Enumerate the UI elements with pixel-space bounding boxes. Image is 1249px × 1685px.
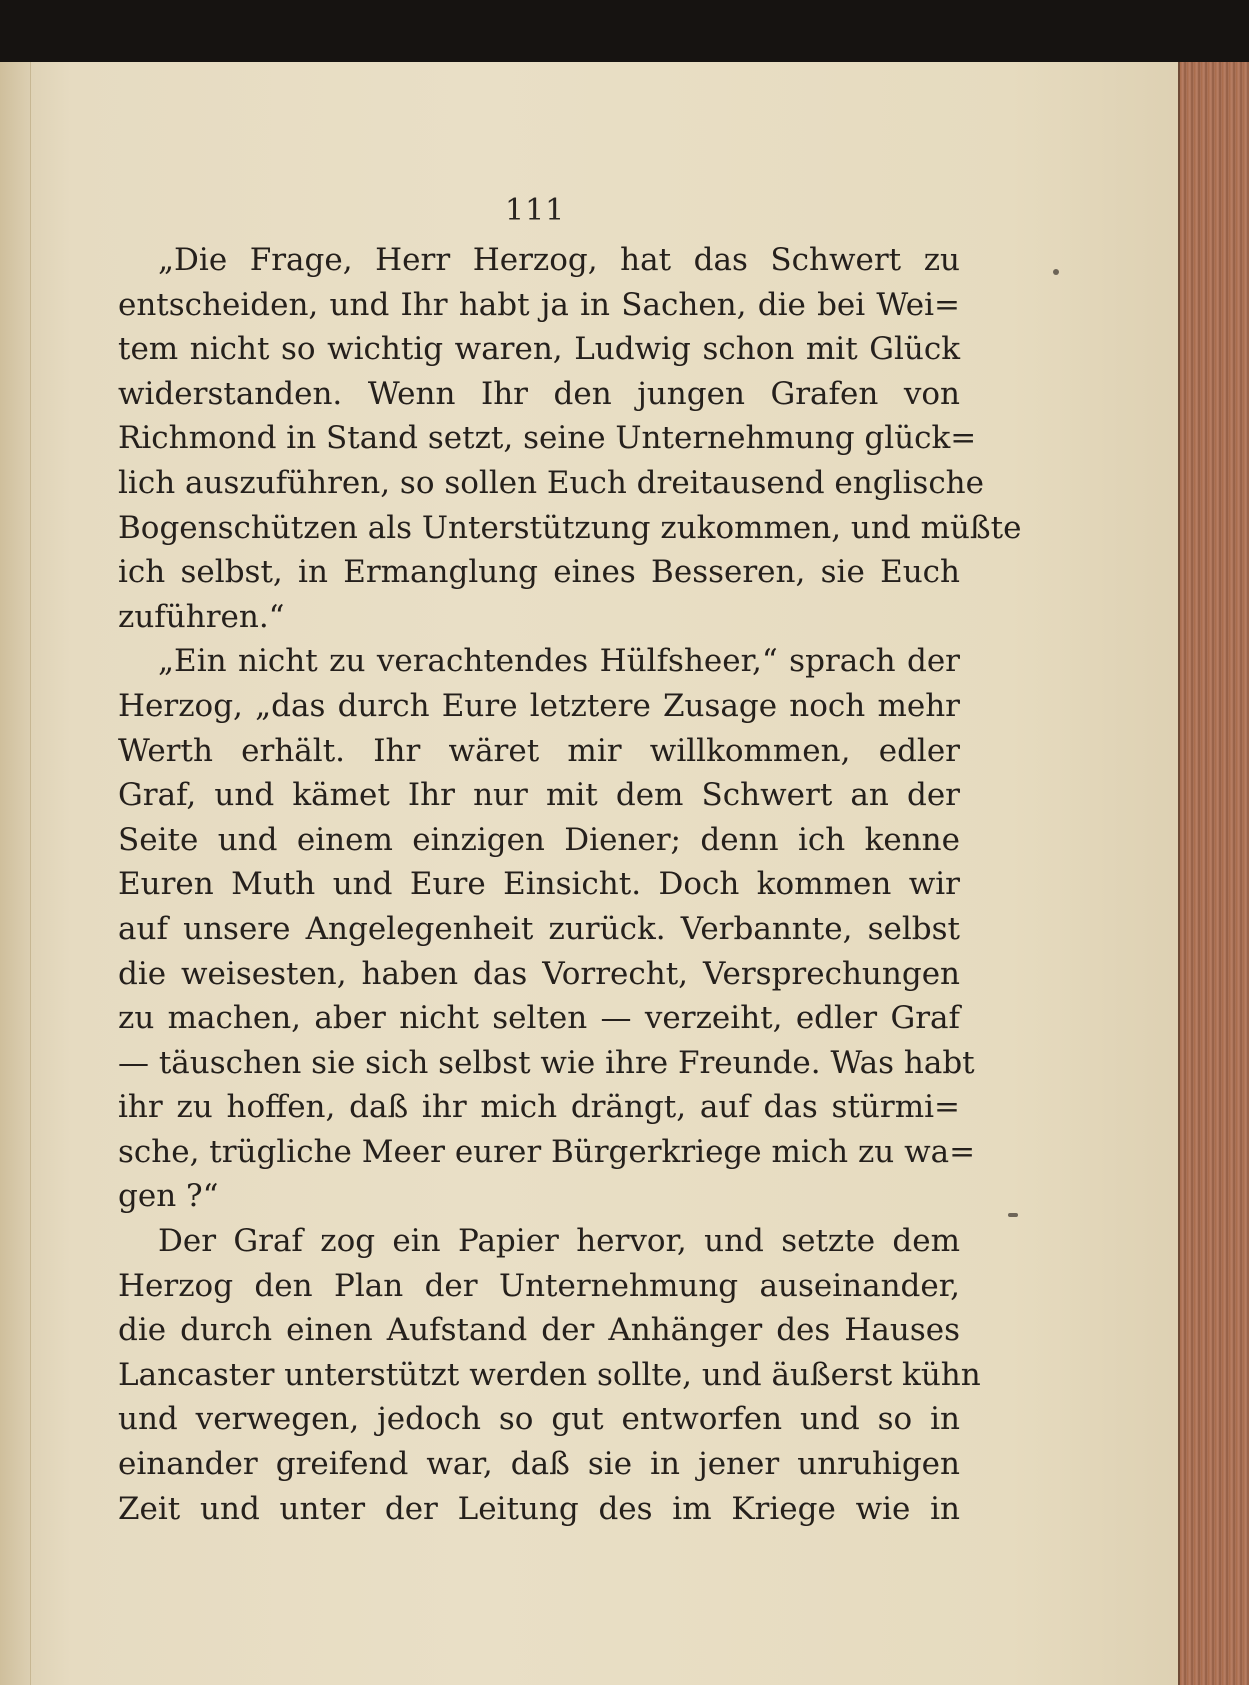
text-line: widerstanden. Wenn Ihr den jungen Grafen von [118,375,960,412]
text-line: lich auszuführen, so sollen Euch dreitausend englische [118,464,984,501]
ink-spot [1053,269,1059,275]
text-line: ihr zu hoffen, daß ihr mich drängt, auf das stürmi= [118,1089,960,1126]
page-number: 111 [505,193,566,228]
text-line: Richmond in Stand setzt, seine Unternehmung glück= [118,420,977,457]
text-line: gen ?“ [118,1178,219,1215]
text-line: Graf, und kämet Ihr nur mit dem Schwert an der [118,777,960,814]
text-line: Werth erhält. Ihr wäret mir willkommen, edler [118,732,960,769]
text-line: auf unsere Angelegenheit zurück. Verbannte, selbst [118,910,960,947]
text-line: einander greifend war, daß sie in jener unruhigen [118,1446,960,1483]
text-line: entscheiden, und Ihr habt ja in Sachen, die bei Wei= [118,286,960,323]
text-line: und verwegen, jedoch so gut entworfen und so in [118,1401,960,1438]
text-line: „Ein nicht zu verachtendes Hülfsheer,“ sprach der [158,643,960,680]
text-line: Herzog, „das durch Eure letztere Zusage noch mehr [118,687,960,724]
body-text [118,238,1022,1531]
text-line: die weisesten, haben das Vorrecht, Versprechungen [118,955,960,992]
text-line: tem nicht so wichtig waren, Ludwig schon mit Glück [118,331,960,368]
ink-spot [1008,1213,1018,1217]
text-line: ich selbst, in Ermanglung eines Besseren, sie Euch [118,554,960,591]
text-line: „Die Frage, Herr Herzog, hat das Schwert zu [158,242,960,278]
text-line: Euren Muth und Eure Einsicht. Doch kommen wir [118,866,960,903]
text-line: die durch einen Aufstand der Anhänger des Hauses [118,1312,960,1349]
text-line: Der Graf zog ein Papier hervor, und setzte dem [158,1223,960,1260]
text-line: Seite und einem einzigen Diener; denn ich kenne [118,821,960,858]
text-line: Bogenschützen als Unterstützung zukommen, und müßte [118,509,1022,546]
text-line: — täuschen sie sich selbst wie ihre Freunde. Was habt [118,1044,975,1081]
text-line: Herzog den Plan der Unternehmung auseinander, [118,1267,960,1304]
text-line: sche, trügliche Meer eurer Bürgerkriege mich zu wa= [118,1133,976,1170]
text-line: zu machen, aber nicht selten — verzeiht, edler Graf [118,1000,960,1037]
page-gutter [0,62,31,1685]
text-line: Zeit und unter der Leitung des im Kriege wie in [118,1490,960,1527]
text-line: Lancaster unterstützt werden sollte, und äußerst kühn [118,1356,981,1393]
text-line: zuführen.“ [118,598,285,635]
page-edges [1180,62,1249,1685]
